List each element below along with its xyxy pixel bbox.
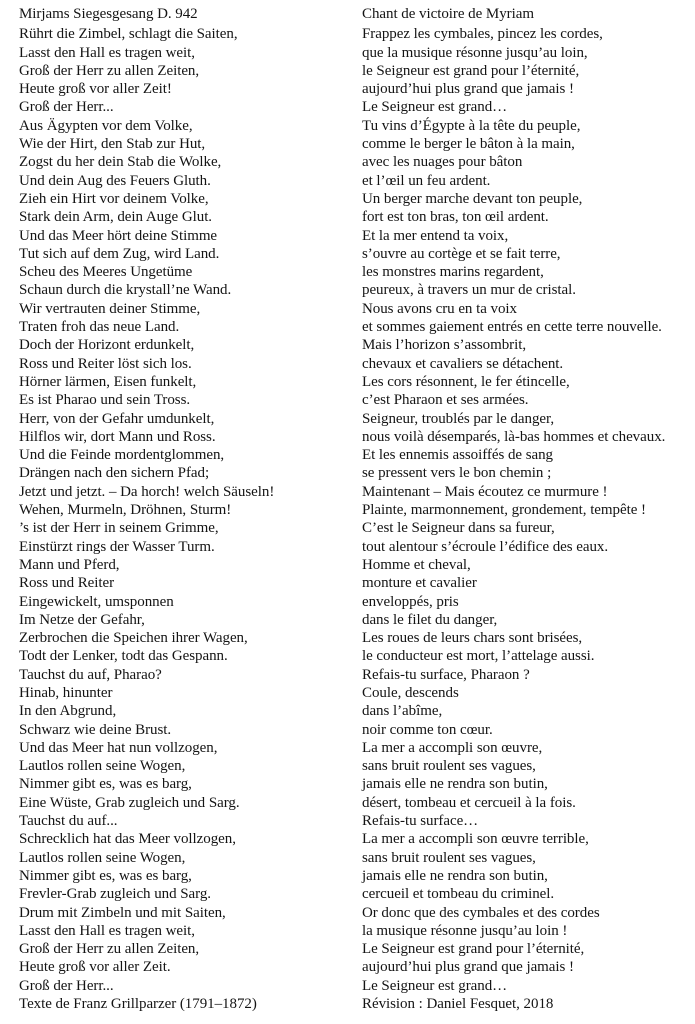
french-lyric-line: le Seigneur est grand pour l’éternité, <box>362 62 580 79</box>
french-lyrics <box>362 25 692 995</box>
german-lyric-line: Tut sich auf dem Zug, wird Land. <box>19 245 220 262</box>
german-lyric-line: Im Netze der Gefahr, <box>19 611 145 628</box>
french-lyric-line: nous voilà désemparés, là-bas hommes et chevaux. <box>362 428 666 445</box>
french-lyric-line: aujourd’hui plus grand que jamais ! <box>362 81 574 98</box>
french-lyric-line: Le Seigneur est grand pour l’éternité, <box>362 941 585 958</box>
french-lyric-line: que la musique résonne jusqu’au loin, <box>362 44 588 61</box>
french-lyric-line: cercueil et tombeau du criminel. <box>362 886 555 903</box>
french-lyric-line: Mais l’horizon s’assombrit, <box>362 337 527 354</box>
french-lyric-line: Tu vins d’Égypte à la tête du peuple, <box>362 117 581 134</box>
french-lyric-line: noir comme ton cœur. <box>362 721 493 738</box>
french-column <box>362 5 692 1013</box>
german-lyric-line: Heute groß vor aller Zeit. <box>19 959 171 976</box>
german-lyric-line: Nimmer gibt es, was es barg, <box>19 867 192 884</box>
german-lyric-line: Schaun durch die krystall’ne Wand. <box>19 282 232 299</box>
french-lyric-line: Le Seigneur est grand… <box>362 99 508 116</box>
french-lyric-line: Homme et cheval, <box>362 556 471 573</box>
french-lyric-line: peureux, à travers un mur de cristal. <box>362 282 576 299</box>
german-lyric-line: Doch der Horizont erdunkelt, <box>19 337 195 354</box>
german-credit: Texte de Franz Grillparzer (1791–1872) <box>19 996 257 1013</box>
french-lyric-line: Seigneur, troublés par le danger, <box>362 410 555 427</box>
french-lyric-line: désert, tombeau et cercueil à la fois. <box>362 794 576 811</box>
french-lyric-line: et sommes gaiement entrés en cette terre nouvelle. <box>362 319 662 336</box>
french-lyric-line: la musique résonne jusqu’au loin ! <box>362 922 568 939</box>
french-lyric-line: jamais elle ne rendra son butin, <box>362 776 548 793</box>
french-lyric-line: aujourd’hui plus grand que jamais ! <box>362 959 574 976</box>
french-lyric-line: Un berger marche devant ton peuple, <box>362 190 583 207</box>
german-lyrics <box>19 25 354 995</box>
german-lyric-line: Groß der Herr zu allen Zeiten, <box>19 62 200 79</box>
french-lyric-line: C’est le Seigneur dans sa fureur, <box>362 520 555 537</box>
german-lyric-line: Hinab, hinunter <box>19 684 113 701</box>
german-lyric-line: ’s ist der Herr in seinem Grimme, <box>19 520 219 537</box>
german-title: Mirjams Siegesgesang D. 942 <box>19 6 198 22</box>
german-lyric-line: Lasst den Hall es tragen weit, <box>19 922 195 939</box>
french-lyric-line: Nous avons cru en ta voix <box>362 300 517 317</box>
german-lyric-line: Herr, von der Gefahr umdunkelt, <box>19 410 215 427</box>
german-lyric-line: Und das Meer hat nun vollzogen, <box>19 739 218 756</box>
german-lyric-line: Wie der Hirt, den Stab zur Hut, <box>19 136 206 153</box>
german-lyric-line: Groß der Herr... <box>19 977 114 994</box>
french-lyric-line: Coule, descends <box>362 684 459 701</box>
german-lyric-line: Hilflos wir, dort Mann und Ross. <box>19 428 216 445</box>
french-lyric-line: et l’œil un feu ardent. <box>362 172 491 189</box>
french-lyric-line: Frappez les cymbales, pincez les cordes, <box>362 26 603 43</box>
german-lyric-line: Todt der Lenker, todt das Gespann. <box>19 648 228 665</box>
german-lyric-line: Groß der Herr... <box>19 99 114 116</box>
german-lyric-line: Drängen nach den sichern Pfad; <box>19 465 210 482</box>
german-lyric-line: Ross und Reiter löst sich los. <box>19 355 192 372</box>
german-lyric-line: Groß der Herr zu allen Zeiten, <box>19 941 200 958</box>
french-lyric-line: le conducteur est mort, l’attelage aussi. <box>362 648 595 665</box>
german-lyric-line: Drum mit Zimbeln und mit Saiten, <box>19 904 226 921</box>
german-lyric-line: Lautlos rollen seine Wogen, <box>19 849 186 866</box>
french-lyric-line: avec les nuages pour bâton <box>362 154 523 171</box>
german-lyric-line: Und die Feinde mordentglommen, <box>19 447 225 464</box>
german-lyric-line: Tauchst du auf, Pharao? <box>19 666 162 683</box>
german-lyric-line: Traten froh das neue Land. <box>19 319 180 336</box>
german-lyric-line: Tauchst du auf... <box>19 813 118 830</box>
french-lyric-line: chevaux et cavaliers se détachent. <box>362 355 564 372</box>
french-lyric-line: jamais elle ne rendra son butin, <box>362 867 548 884</box>
german-lyric-line: Eine Wüste, Grab zugleich und Sarg. <box>19 794 240 811</box>
german-lyric-line: Frevler-Grab zugleich und Sarg. <box>19 886 211 903</box>
german-lyric-line: Mann und Pferd, <box>19 556 120 573</box>
german-lyric-line: In den Abgrund, <box>19 703 117 720</box>
german-lyric-line: Und dein Aug des Feuers Gluth. <box>19 172 211 189</box>
french-lyric-line: c’est Pharaon et ses armées. <box>362 392 529 409</box>
french-lyric-line: se pressent vers le bon chemin ; <box>362 465 552 482</box>
french-title: Chant de victoire de Myriam <box>362 6 534 22</box>
german-lyric-line: Heute groß vor aller Zeit! <box>19 81 172 98</box>
german-lyric-line: Wehen, Murmeln, Dröhnen, Sturm! <box>19 502 232 519</box>
french-lyric-line: enveloppés, pris <box>362 593 459 610</box>
french-lyric-line: Le Seigneur est grand… <box>362 977 508 994</box>
german-lyric-line: Jetzt und jetzt. – Da horch! welch Säuseln! <box>19 483 275 500</box>
german-column <box>19 5 354 1013</box>
french-lyric-line: monture et cavalier <box>362 575 477 592</box>
german-lyric-line: Schrecklich hat das Meer vollzogen, <box>19 831 236 848</box>
german-lyric-line: Rührt die Zimbel, schlagt die Saiten, <box>19 26 238 43</box>
french-lyric-line: La mer a accompli son œuvre, <box>362 739 543 756</box>
french-lyric-line: sans bruit roulent ses vagues, <box>362 758 536 775</box>
german-lyric-line: Schwarz wie deine Brust. <box>19 721 172 738</box>
german-lyric-line: Zerbrochen die Speichen ihrer Wagen, <box>19 630 248 647</box>
german-lyric-line: Lautlos rollen seine Wogen, <box>19 758 186 775</box>
german-lyric-line: Es ist Pharao und sein Tross. <box>19 392 191 409</box>
german-lyric-line: Scheu des Meeres Ungetüme <box>19 264 193 281</box>
german-lyric-line: Stark dein Arm, dein Auge Glut. <box>19 209 213 226</box>
french-lyric-line: Les roues de leurs chars sont brisées, <box>362 630 583 647</box>
german-lyric-line: Hörner lärmen, Eisen funkelt, <box>19 373 197 390</box>
french-lyric-line: dans le filet du danger, <box>362 611 498 628</box>
german-lyric-line: Ross und Reiter <box>19 575 115 592</box>
french-credit: Révision : Daniel Fesquet, 2018 <box>362 996 554 1013</box>
german-lyric-line: Eingewickelt, umsponnen <box>19 593 174 610</box>
german-lyric-line: Zieh ein Hirt vor deinem Volke, <box>19 190 209 207</box>
french-lyric-line: sans bruit roulent ses vagues, <box>362 849 536 866</box>
french-lyric-line: les monstres marins regardent, <box>362 264 544 281</box>
french-lyric-line: Or donc que des cymbales et des cordes <box>362 904 600 921</box>
german-lyric-line: Und das Meer hört deine Stimme <box>19 227 218 244</box>
french-lyric-line: Plainte, marmonnement, grondement, tempête ! <box>362 502 646 519</box>
german-lyric-line: Einstürzt rings der Wasser Turm. <box>19 538 215 555</box>
french-lyric-line: La mer a accompli son œuvre terrible, <box>362 831 589 848</box>
french-lyric-line: Et les ennemis assoiffés de sang <box>362 447 553 464</box>
german-lyric-line: Wir vertrauten deiner Stimme, <box>19 300 201 317</box>
french-lyric-line: comme le berger le bâton à la main, <box>362 136 575 153</box>
german-lyric-line: Lasst den Hall es tragen weit, <box>19 44 195 61</box>
german-lyric-line: Nimmer gibt es, was es barg, <box>19 776 192 793</box>
french-lyric-line: fort est ton bras, ton œil ardent. <box>362 209 549 226</box>
french-lyric-line: Les cors résonnent, le fer étincelle, <box>362 373 570 390</box>
french-lyric-line: Refais-tu surface… <box>362 813 479 830</box>
french-lyric-line: Refais-tu surface, Pharaon ? <box>362 666 530 683</box>
french-lyric-line: Et la mer entend ta voix, <box>362 227 509 244</box>
german-lyric-line: Aus Ägypten vor dem Volke, <box>19 117 193 134</box>
french-lyric-line: dans l’abîme, <box>362 703 443 720</box>
french-lyric-line: s’ouvre au cortège et se fait terre, <box>362 245 561 262</box>
french-lyric-line: Maintenant – Mais écoutez ce murmure ! <box>362 483 608 500</box>
german-lyric-line: Zogst du her dein Stab die Wolke, <box>19 154 222 171</box>
french-lyric-line: tout alentour s’écroule l’édifice des eaux. <box>362 538 609 555</box>
